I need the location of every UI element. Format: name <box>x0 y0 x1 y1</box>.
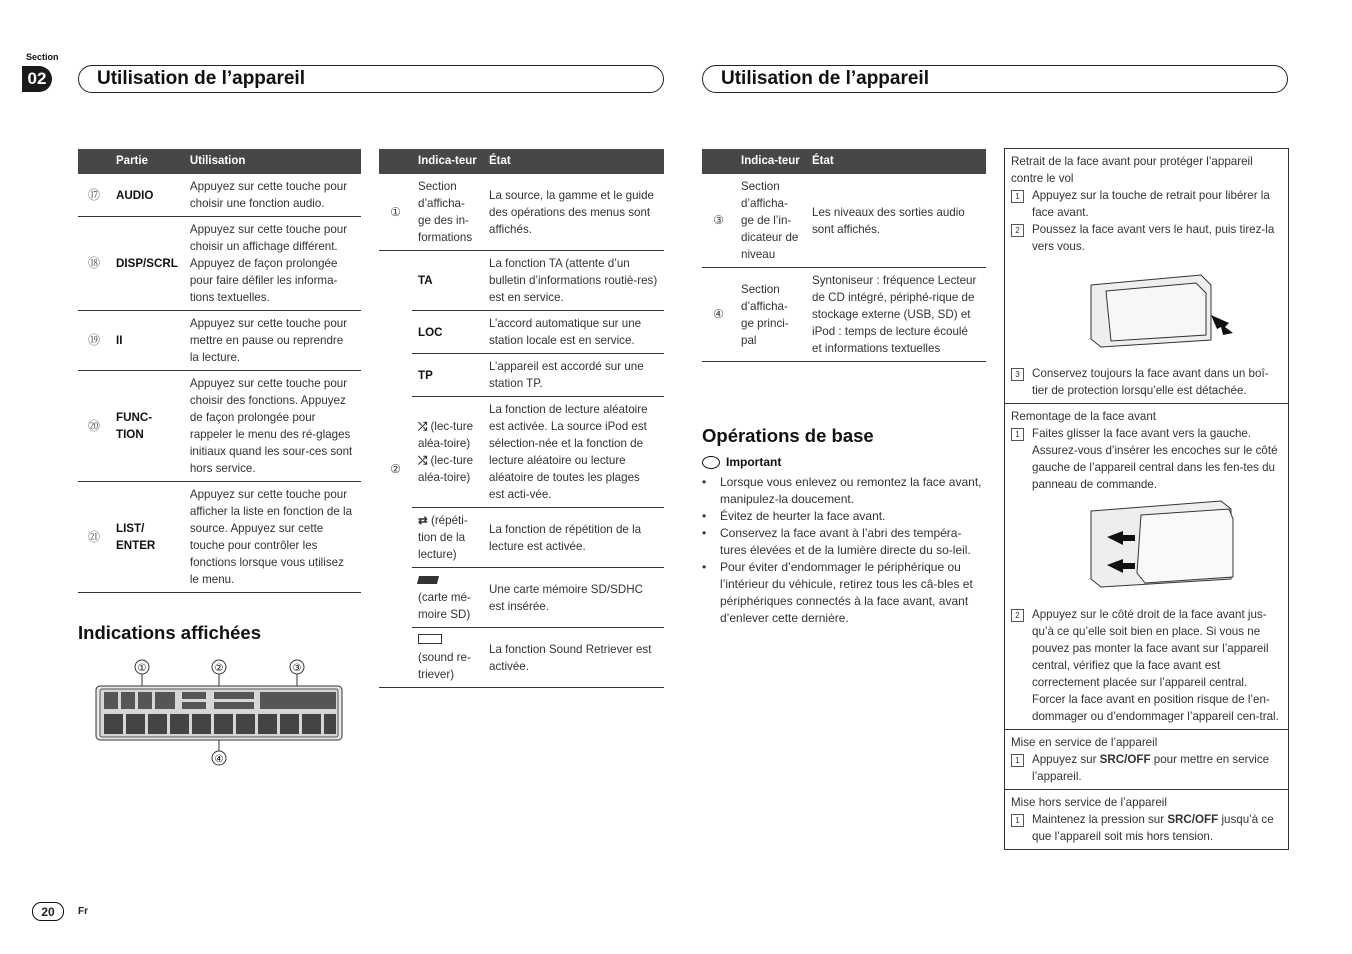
list-item <box>1011 425 1282 493</box>
table-row <box>379 568 664 628</box>
level-header-state: État <box>806 149 986 174</box>
sd-card-label: (carte mé-moire SD) <box>418 591 471 621</box>
parts-header-use: Utilisation <box>184 149 361 174</box>
list-item: • Lorsque vous enlevez ou remontez la face avant, manipulez-la doucement. <box>702 474 986 508</box>
step-text: Conservez toujours la face avant dans un boî-tier de protection lorsqu’elle est détachée. <box>1032 367 1269 397</box>
page-language: Fr <box>78 906 88 917</box>
remount-title: Remontage de la face avant <box>1011 410 1157 423</box>
shuffle-label: (lec-ture aléa-toire) <box>418 420 474 450</box>
indicator-state: Les niveaux des sorties audio sont affichés. <box>806 174 986 268</box>
indicator-state: L’accord automatique sur une station locale est en service. <box>483 311 664 354</box>
table-row <box>379 508 664 568</box>
removal-illustration <box>1011 255 1281 360</box>
step-number: 3 <box>1011 368 1024 381</box>
list-item <box>1011 187 1282 221</box>
indicator-name: Section d’afficha-ge princi-pal <box>735 268 806 362</box>
table-row <box>78 174 361 217</box>
list-item <box>1011 751 1282 785</box>
indicator-name: Section d’afficha-ge de l’in-dicateur de niveau <box>735 174 806 268</box>
step-text: Maintenez la pression sur SRC/OFF jusqu’à ce que l’appareil soit mis hors tension. <box>1032 813 1274 843</box>
parts-table <box>78 149 361 593</box>
indicator-state: La source, la gamme et le guide des opérations des menus sont affichés. <box>483 174 664 251</box>
shuffle-all-icon: ⤮ <box>418 454 428 467</box>
row-number: ⑲ <box>78 311 110 371</box>
power-on-title: Mise en service de l’appareil <box>1011 736 1158 749</box>
part-use: Appuyez sur cette touche pour afficher la liste en fonction de la source. Appuyez sur cette touche pour contrôler les fonctions lorsque vous utilisez le menu. <box>184 482 361 593</box>
callout-3-label: ③ <box>292 663 302 674</box>
remount-block <box>1005 404 1288 730</box>
table-row <box>379 397 664 508</box>
indications-title: Indications affichées <box>78 622 261 643</box>
header-right: Utilisation de l’appareil <box>702 65 1288 93</box>
indicator-name: TP <box>412 354 483 397</box>
important-label: Important <box>726 455 782 469</box>
table-row <box>702 268 986 362</box>
indicator-table <box>379 149 664 688</box>
callout-2-label: ② <box>214 663 224 674</box>
section-number: 02 <box>22 66 52 92</box>
indicator-state: La fonction TA (attente d’un bulletin d’informations routiè-res) est en service. <box>483 251 664 311</box>
callout-1-label: ① <box>137 663 147 674</box>
parts-header-part: Partie <box>110 149 184 174</box>
level-header-indicator: Indica-teur <box>735 149 806 174</box>
repeat-icon: ⇄ <box>418 514 428 527</box>
row-number: ⑳ <box>78 371 110 482</box>
part-use: Appuyez sur cette touche pour choisir des fonctions. Appuyez de façon prolongée pour rappeler le menu des ré-glages initiaux quand les sour-ces sont hors service. <box>184 371 361 482</box>
power-off-title: Mise hors service de l’appareil <box>1011 796 1167 809</box>
step-number: 1 <box>1011 754 1024 767</box>
step-number: 1 <box>1011 428 1024 441</box>
part-name: FUNC-TION <box>110 371 184 482</box>
part-name: DISP/SCRL <box>110 217 184 311</box>
parts-header-num <box>78 149 110 174</box>
part-use: Appuyez sur cette touche pour choisir un affichage différent. Appuyez de façon prolongée pour faire défiler les informa-tions textuelles. <box>184 217 361 311</box>
indicator-name: TA <box>412 251 483 311</box>
table-row <box>78 311 361 371</box>
list-item <box>1011 221 1282 255</box>
indicator-name <box>412 568 483 628</box>
table-row <box>379 628 664 688</box>
table-row <box>379 354 664 397</box>
level-table <box>702 149 986 362</box>
indicator-state: L’appareil est accordé sur une station TP. <box>483 354 664 397</box>
callout-4-label: ④ <box>214 754 224 765</box>
table-row <box>379 311 664 354</box>
table-row <box>702 174 986 268</box>
repeat-label: (répéti-tion de la lecture) <box>418 514 468 561</box>
page-number: 20 <box>32 902 64 921</box>
part-name: AUDIO <box>110 174 184 217</box>
bullet-text: Conservez la face avant à l’abri des tempéra-tures élevées et de la lumière directe du so-leil. <box>720 526 971 557</box>
row-number: ③ <box>702 174 735 268</box>
sound-retriever-label: (sound re-triever) <box>418 651 471 681</box>
part-name: LIST/ ENTER <box>110 482 184 593</box>
sd-card-icon <box>417 576 439 584</box>
shuffle-all-label: (lec-ture aléa-toire) <box>418 454 474 484</box>
table-row <box>379 251 664 311</box>
list-item: • Pour éviter d’endommager le périphérique ou l’intérieur du véhicule, retirez tous les câ-bles et périphériques connectés à la face avant, avant d’enlever cette dernière. <box>702 559 986 627</box>
removal-title: Retrait de la face avant pour protéger l’appareil contre le vol <box>1011 155 1253 185</box>
step-text: Appuyez sur le côté droit de la face avant jus-qu’à ce qu’elle soit bien en place. Si vous ne pouvez pas monter la face avant sur l’appareil central, vérifiez que la face avant est correctement placée sur l’appareil central. Forcer la face avant en position risque de l’en-dommager ou d’endommager l’appareil cen-tral. <box>1032 608 1279 723</box>
indicator-header-state: État <box>483 149 664 174</box>
list-item: • Évitez de heurter la face avant. <box>702 509 886 523</box>
indicator-state: Une carte mémoire SD/SDHC est insérée. <box>483 568 664 628</box>
row-number: ㉑ <box>78 482 110 593</box>
list-item <box>1011 606 1282 725</box>
step-text: Appuyez sur la touche de retrait pour libérer la face avant. <box>1032 189 1270 219</box>
src-off-key: SRC/OFF <box>1099 753 1151 766</box>
indicator-state: La fonction Sound Retriever est activée. <box>483 628 664 688</box>
row-number: ① <box>379 174 412 251</box>
part-name: II <box>110 311 184 371</box>
display-illustration <box>90 658 350 768</box>
row-number: ⑱ <box>78 217 110 311</box>
level-header-num <box>702 149 735 174</box>
removal-block <box>1005 149 1288 404</box>
step-text: Appuyez sur SRC/OFF pour mettre en service l’appareil. <box>1032 753 1270 783</box>
remount-illustration <box>1011 493 1281 601</box>
indicator-name <box>412 508 483 568</box>
indicator-name: LOC <box>412 311 483 354</box>
section-label: Section <box>26 52 59 62</box>
operations-bullets <box>702 474 986 627</box>
operations-title: Opérations de base <box>702 425 874 446</box>
row-number: ② <box>379 251 412 688</box>
table-row <box>78 482 361 593</box>
indicator-name: Section d’afficha-ge des in-formations <box>412 174 483 251</box>
power-on-block <box>1005 730 1288 790</box>
table-row <box>78 371 361 482</box>
row-number: ⑰ <box>78 174 110 217</box>
shuffle-icon: ⤮ <box>418 420 428 433</box>
row-number: ④ <box>702 268 735 362</box>
warning-icon <box>702 456 720 469</box>
indicator-state: Syntoniseur : fréquence Lecteur de CD intégré, périphé-rique de stockage externe (USB, SD) et iPod : temps de lecture écoulé et informations textuelles <box>806 268 986 362</box>
list-item: • Conservez la face avant à l’abri des tempéra-tures élevées et de la lumière directe du so-leil. <box>702 525 986 559</box>
step-number: 2 <box>1011 609 1024 622</box>
indicator-state: La fonction de répétition de la lecture est activée. <box>483 508 664 568</box>
part-use: Appuyez sur cette touche pour mettre en pause ou reprendre la lecture. <box>184 311 361 371</box>
step-text: Poussez la face avant vers le haut, puis tirez-la vers vous. <box>1032 223 1275 253</box>
procedures-box <box>1004 148 1289 850</box>
step-number: 1 <box>1011 814 1024 827</box>
indicator-state: La fonction de lecture aléatoire est activée. La source iPod est sélection-née et la fonction de lecture aléatoire ou lecture aléatoire de toutes les plages est acti-vée. <box>483 397 664 508</box>
sound-retriever-icon <box>418 634 442 644</box>
indicator-header-num <box>379 149 412 174</box>
power-off-block <box>1005 790 1288 849</box>
step-text: Faites glisser la face avant vers la gauche. Assurez-vous d’insérer les encoches sur le côté gauche de l’appareil central dans les fen-tes du panneau de commande. <box>1032 427 1278 491</box>
important-note <box>702 455 781 469</box>
bullet-text: Pour éviter d’endommager le périphérique ou l’intérieur du véhicule, retirez tous les câ-bles et périphériques connectés à la face avant, avant d’enlever cette dernière. <box>720 560 973 625</box>
list-item <box>1011 365 1282 399</box>
bullet-text: Évitez de heurter la face avant. <box>720 509 886 523</box>
indicator-header-indicator: Indica-teur <box>412 149 483 174</box>
list-item <box>1011 811 1282 845</box>
header-left: Utilisation de l’appareil <box>78 65 664 93</box>
step-number: 1 <box>1011 190 1024 203</box>
src-off-key: SRC/OFF <box>1167 813 1219 826</box>
step-number: 2 <box>1011 224 1024 237</box>
table-row <box>78 217 361 311</box>
indicator-name <box>412 397 483 508</box>
part-use: Appuyez sur cette touche pour choisir une fonction audio. <box>184 174 361 217</box>
indicator-name <box>412 628 483 688</box>
table-row <box>379 174 664 251</box>
bullet-text: Lorsque vous enlevez ou remontez la face avant, manipulez-la doucement. <box>720 475 982 506</box>
